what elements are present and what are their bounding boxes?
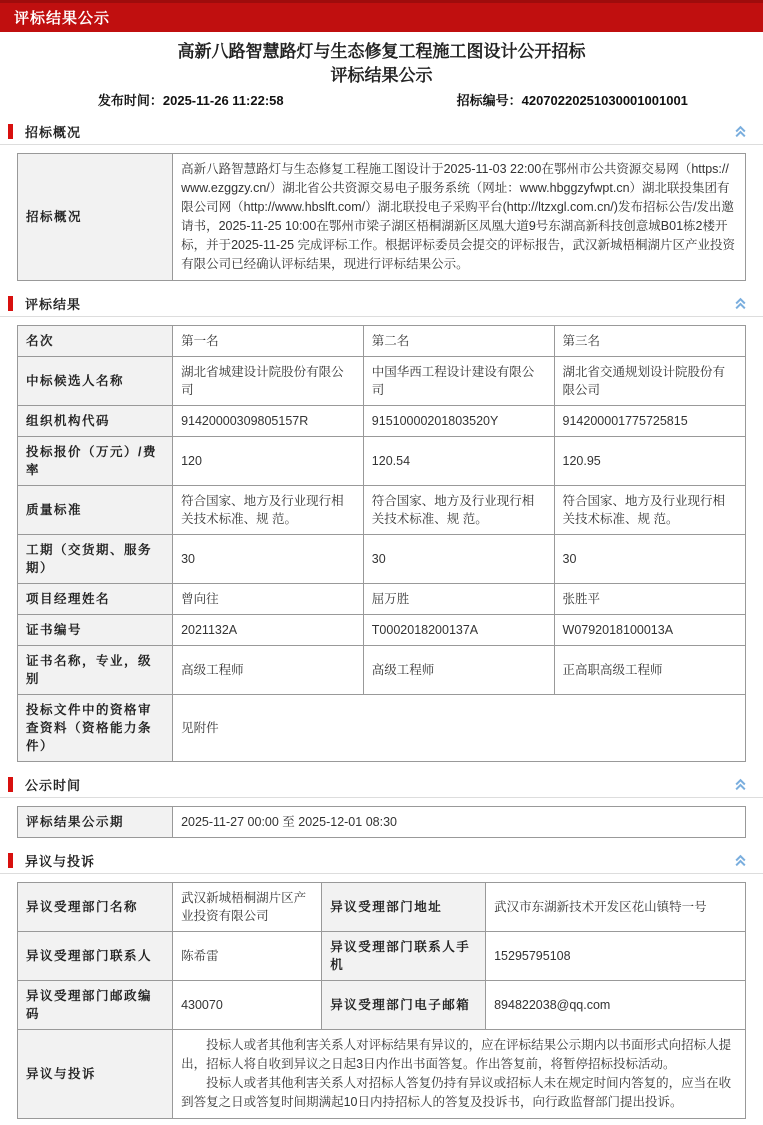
bid-number-label: 招标编号： [457,93,522,108]
cell: 张胜平 [554,584,745,615]
row-label: 质量标准 [18,486,173,535]
page-title-line2: 评标结果公示 [0,64,763,88]
section-header-result [0,291,763,317]
table-row [18,646,746,695]
cell: 高级工程师 [173,646,364,695]
section-header-publicity [0,772,763,798]
table-row [18,326,746,357]
qualification-value: 见附件 [173,695,746,762]
page-header-bar [0,0,763,32]
cell: 符合国家、地方及行业现行相关技术标准、规 范。 [363,486,554,535]
cell: 武汉市东湖新技术开发区花山镇特一号 [486,883,746,932]
section-accent-bar [8,124,13,139]
result-table [17,325,746,762]
row-label: 证书名称，专业，级别 [18,646,173,695]
table-row [18,1030,746,1119]
section-accent-bar [8,853,13,868]
row-label: 异议受理部门邮政编码 [18,981,173,1030]
row-label: 工期（交货期、服务期） [18,535,173,584]
section-body-objection [0,874,763,1125]
cell: 2021132A [173,615,364,646]
cell: 120.54 [363,437,554,486]
cell: 符合国家、地方及行业现行相关技术标准、规 范。 [554,486,745,535]
publicity-table [17,806,746,838]
publish-time-value: 2025-11-26 11:22:58 [163,93,284,108]
complaint-label: 异议与投诉 [18,1030,173,1119]
cell: 湖北省交通规划设计院股份有限公司 [554,357,745,406]
cell: 湖北省城建设计院股份有限公司 [173,357,364,406]
publicity-period-label: 评标结果公示期 [18,807,173,838]
complaint-content [173,1030,746,1119]
table-row [18,584,746,615]
collapse-icon[interactable] [733,296,747,310]
row-label: 名次 [18,326,173,357]
objection-table [17,882,746,1119]
cell: 屈万胜 [363,584,554,615]
row-label: 异议受理部门名称 [18,883,173,932]
table-row [18,932,746,981]
section-header-objection [0,848,763,874]
table-row [18,615,746,646]
table-row [18,357,746,406]
table-row [18,486,746,535]
cell: 914200001775725815 [554,406,745,437]
cell: 第二名 [363,326,554,357]
cell: 120 [173,437,364,486]
section-title-result: 评标结果 [25,294,81,313]
cell: W0792018100013A [554,615,745,646]
table-row [18,406,746,437]
table-row [18,154,746,281]
row-label: 中标候选人名称 [18,357,173,406]
section-body-publicity [0,798,763,844]
row-label: 证书编号 [18,615,173,646]
cell: 30 [554,535,745,584]
cell: 第一名 [173,326,364,357]
cell: T0002018200137A [363,615,554,646]
page-title-line1: 高新八路智慧路灯与生态修复工程施工图设计公开招标 [0,40,763,64]
section-title-objection: 异议与投诉 [25,851,95,870]
cell: 符合国家、地方及行业现行相关技术标准、规 范。 [173,486,364,535]
row-label: 异议受理部门地址 [322,883,486,932]
table-row [18,981,746,1030]
cell: 中国华西工程设计建设有限公司 [363,357,554,406]
cell: 曾向往 [173,584,364,615]
cell: 30 [363,535,554,584]
row-label: 组织机构代码 [18,406,173,437]
publicity-period-value: 2025-11-27 00:00 至 2025-12-01 08:30 [173,807,746,838]
collapse-icon[interactable] [733,124,747,138]
meta-row [0,88,763,115]
qualification-label: 投标文件中的资格审查资料（资格能力条件） [18,695,173,762]
cell: 武汉新城梧桐湖片区产业投资有限公司 [173,883,322,932]
section-header-overview [0,119,763,145]
publish-time-label: 发布时间： [98,93,163,108]
collapse-icon[interactable] [733,777,747,791]
cell: 30 [173,535,364,584]
overview-content: 高新八路智慧路灯与生态修复工程施工图设计于2025-11-03 22:00在鄂州市公共资源交易网（https://www.ezggzy.cn/）湖北省公共资源交易电子服务系统（网址：www.hbggzyfwpt.cn）湖北联投集团有限公司网（http://www.hbslft.com/）湖北联投电子采购平台(http://ltzxgl.com.cn/)发布招标公告/发出邀请书，2025-11-25 10:00在鄂州市梁子湖区梧桐湖新区凤凰大道9号东湖高新科技创意城B01栋2楼开标，并于2025-11-25 完成评标工作。根据评标委员会提交的评标报告，武汉新城梧桐湖片区产业投资有限公司已经确认评标结果，现进行评标结果公示。 [173,154,746,281]
table-row [18,437,746,486]
bid-number-value: 42070220251030001001001 [522,93,688,108]
table-row [18,883,746,932]
cell: 正高职高级工程师 [554,646,745,695]
section-title-overview: 招标概况 [25,122,81,141]
row-label: 异议受理部门联系人 [18,932,173,981]
cell: 430070 [173,981,322,1030]
publish-time [0,90,382,109]
bid-number [382,90,763,109]
table-row [18,807,746,838]
cell: 120.95 [554,437,745,486]
complaint-paragraph-2: 投标人或者其他利害关系人对招标人答复仍持有异议或招标人未在规定时间内答复的，应当在收到答复之日或答复时间期满起10日内持招标人的答复及投诉书，向行政监督部门提出投诉。 [181,1074,737,1112]
section-accent-bar [8,777,13,792]
overview-table [17,153,746,281]
overview-row-label: 招标概况 [18,154,173,281]
row-label: 异议受理部门联系人手机 [322,932,486,981]
row-label: 项目经理姓名 [18,584,173,615]
cell: 陈希雷 [173,932,322,981]
cell: 91510000201803520Y [363,406,554,437]
table-row [18,535,746,584]
collapse-icon[interactable] [733,853,747,867]
cell: 91420000309805157R [173,406,364,437]
row-label: 异议受理部门电子邮箱 [322,981,486,1030]
section-accent-bar [8,296,13,311]
section-title-publicity: 公示时间 [25,775,81,794]
section-body-overview [0,145,763,287]
page-title [0,32,763,88]
section-body-result [0,317,763,768]
row-label: 投标报价（万元）/费率 [18,437,173,486]
cell: 894822038@qq.com [486,981,746,1030]
complaint-paragraph-1: 投标人或者其他利害关系人对评标结果有异议的，应在评标结果公示期内以书面形式向招标人提出，招标人将自收到异议之日起3日内作出书面答复。作出答复前，将暂停招标投标活动。 [181,1036,737,1074]
page-header-title: 评标结果公示 [14,7,110,28]
table-row [18,695,746,762]
cell: 15295795108 [486,932,746,981]
cell: 高级工程师 [363,646,554,695]
cell: 第三名 [554,326,745,357]
